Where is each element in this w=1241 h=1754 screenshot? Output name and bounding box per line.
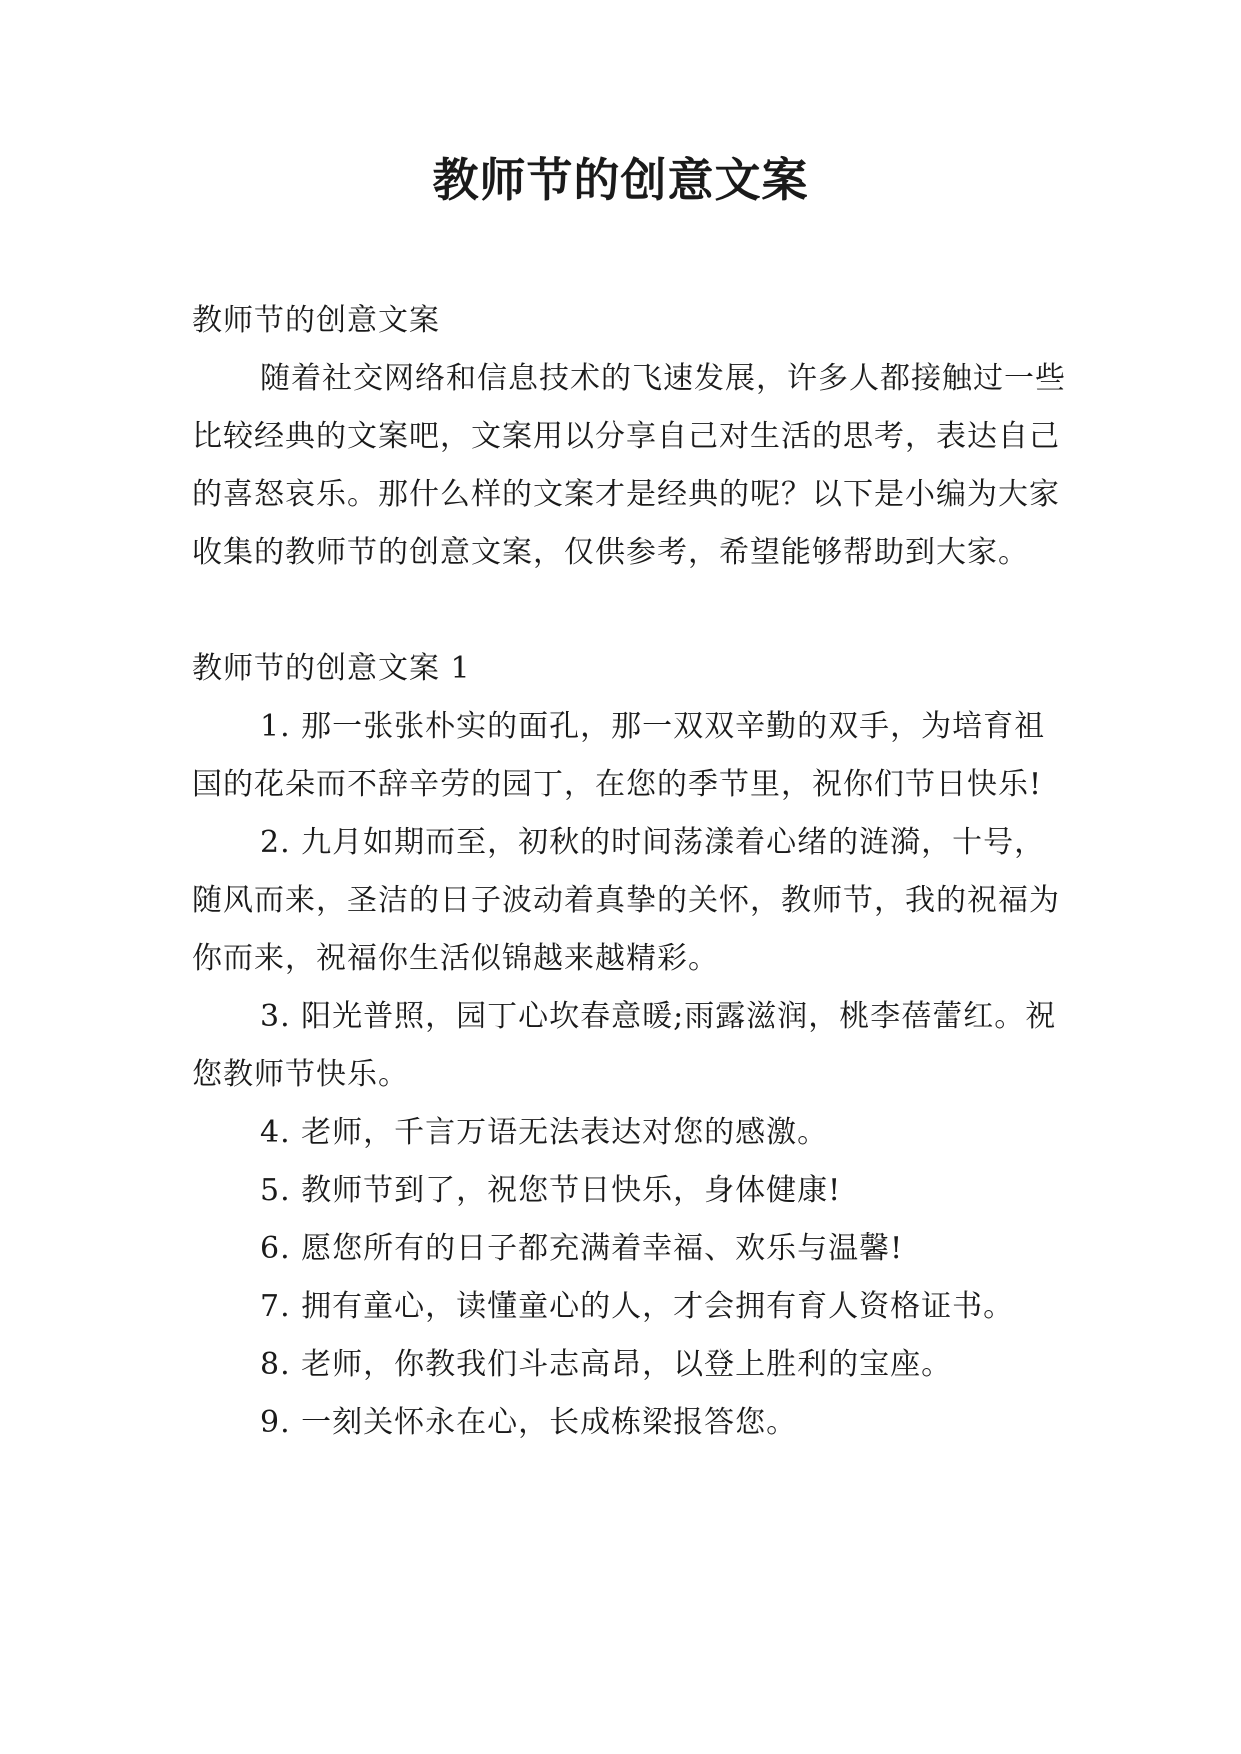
list-item: 6. 愿您所有的日子都充满着幸福、欢乐与温馨!: [260, 1231, 904, 1266]
section-gap: [192, 582, 1072, 640]
list-item: 8. 老师，你教我们斗志高昂，以登上胜利的宝座。: [260, 1347, 953, 1382]
list-item: 3. 阳光普照，园丁心坎春意暖;雨露滋润，桃李蓓蕾红。祝您教师节快乐。: [192, 999, 1057, 1092]
intro-heading: 教师节的创意文案: [192, 303, 440, 338]
intro-paragraph: 随着社交网络和信息技术的飞速发展，许多人都接触过一些比较经典的文案吧，文案用以分享自己对生活的思考，表达自己的喜怒哀乐。那什么样的文案才是经典的呢？以下是小编为大家收集的教师节的创意文案，仅供参考，希望能够帮助到大家。: [192, 361, 1066, 570]
document-body: [192, 292, 1072, 1452]
list-item: 4. 老师，千言万语无法表达对您的感激。: [260, 1115, 829, 1150]
document-title: 教师节的创意文案: [432, 153, 809, 207]
section-heading: 教师节的创意文案 1: [192, 651, 471, 686]
list-item: 2. 九月如期而至，初秋的时间荡漾着心绪的涟漪，十号，随风而来，圣洁的日子波动着真挚的关怀，教师节，我的祝福为你而来，祝福你生活似锦越来越精彩。: [192, 825, 1060, 976]
list-item: 1. 那一张张朴实的面孔，那一双双辛勤的双手，为培育祖国的花朵而不辞辛劳的园丁，在您的季节里，祝你们节日快乐!: [192, 709, 1046, 802]
list-item: 5. 教师节到了，祝您节日快乐，身体健康!: [260, 1173, 842, 1208]
list-item: 7. 拥有童心，读懂童心的人，才会拥有育人资格证书。: [260, 1289, 1015, 1324]
list-item: 9. 一刻关怀永在心，长成栋梁报答您。: [260, 1405, 798, 1440]
